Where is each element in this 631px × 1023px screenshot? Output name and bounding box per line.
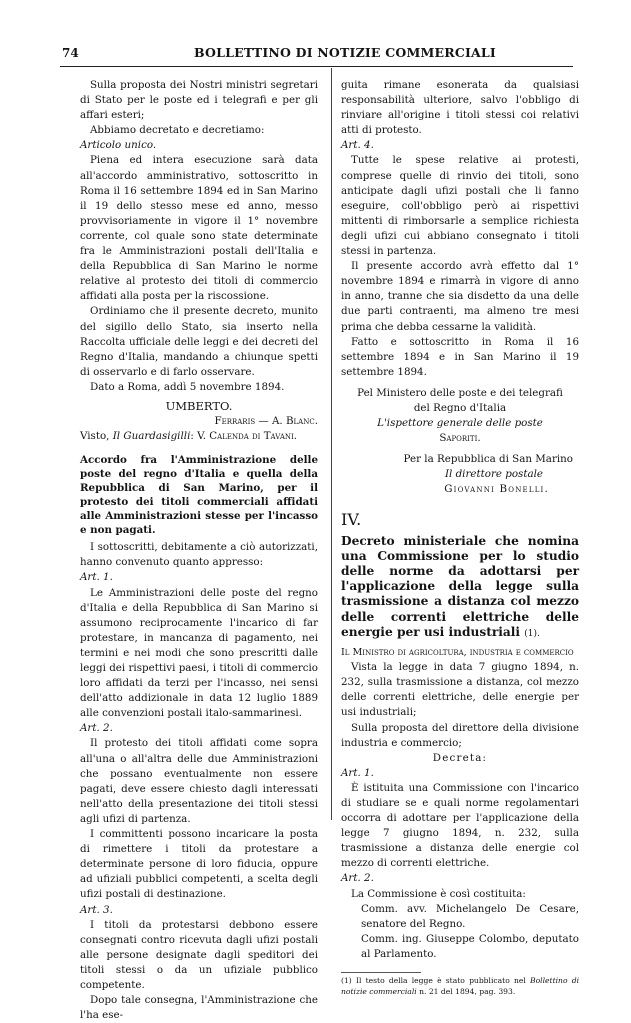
king-signature: UMBERTO. <box>165 398 233 413</box>
paragraph: La Commissione è così costituita: <box>351 887 526 900</box>
footnote: (1) Il testo della legge è stato pubblicato nel Bollettino di notizie commerciali n. 21 del 1894, pag. 393. <box>341 976 579 996</box>
paragraph: Piena ed intera esecuzione sarà data all'accordo amministrativo, sottoscritto in Roma il 16 settembre 1894 ed in San Marino il 19 dello stesso mese ed anno, messo provvisoriamente in vigore il 1° novembre corrente, col quale sono state determinate fra le Amministrazioni postali dell'Italia e della Repubblica di San Marino le norme relative al protesto dei titoli di commercio affidati alla posta per la riscossione. <box>80 154 318 303</box>
signature-sanmarino-title: Il direttore postale <box>444 468 543 481</box>
paragraph: I sottoscritti, debitamente a ciò autorizzati, hanno convenuto quanto appresso: <box>80 541 318 569</box>
left-column <box>80 78 318 1023</box>
decree-heading: Decreto ministeriale che nomina una Commissione per lo studio delle norme da adottarsi per l'applicazione della legge sulla trasmissione a distanza col mezzo delle correnti elettriche delle energie per usi industriali (1). <box>341 533 579 639</box>
paragraph: Abbiamo decretato e decretiamo: <box>90 124 265 137</box>
page-header <box>0 0 631 60</box>
visto-line: Visto, Il Guardasigilli: V. Calenda di Tavani. <box>80 430 298 443</box>
signature-italy-line2: del Regno d'Italia <box>413 401 507 414</box>
column-divider <box>331 68 332 820</box>
signature-sanmarino-name: Giovanni Bonelli. <box>444 483 549 496</box>
paragraph: Dopo tale consegna, l'Amministrazione che l'ha ese- <box>80 994 318 1022</box>
article-heading: Art. 3. <box>80 903 113 916</box>
commission-member: Comm. avv. Michelangelo De Cesare, senatore del Regno. <box>361 902 579 930</box>
footnote-reference: (1). <box>524 628 540 639</box>
article-heading: Articolo unico. <box>80 139 157 152</box>
paragraph: Le Amministrazioni delle poste del regno d'Italia e della Repubblica di San Marino si assumono reciprocamente l'incarico di far protestare, in mancanza di pagamento, nei termini e nei modi che sono prescritti dalle leggi dei rispettivi paesi, i titoli di commercio loro affidati da terzi per l'incasso, nei sensi dell'atto addizionale in data 12 luglio 1889 alle convenzioni postali italo-sammarinesi. <box>80 586 318 720</box>
visto-title: Il Guardasigilli <box>112 430 191 443</box>
commission-member: Comm. ing. Giuseppe Colombo, deputato al Parlamento. <box>361 932 579 960</box>
running-title: BOLLETTINO DI NOTIZIE COMMERCIALI <box>194 45 496 60</box>
footnote-rule <box>341 972 421 973</box>
page-number: 74 <box>62 46 79 60</box>
signature-italy-name: Saporiti. <box>439 432 481 445</box>
article-heading: Art. 4. <box>341 139 374 152</box>
paragraph: Ordiniamo che il presente decreto, munito del sigillo dello Stato, sia inserto nella Raccolta ufficiale delle leggi e dei decreti del Regno d'Italia, mandando a chiunque spetti di osservarlo e di farlo osservare. <box>80 305 318 378</box>
paragraph: Sulla proposta dei Nostri ministri segretari di Stato per le poste ed i telegrafi e per gli affari esteri; <box>80 79 318 122</box>
paragraph: Il protesto dei titoli affidati come sopra all'una o all'altra delle due Amministrazioni che possano eventualmente non essere pagati, deve essere chiesto dagli interessati nell'atto della presentazione dei titoli stessi agli ufizi di partenza. <box>80 737 318 825</box>
minister-signatures: Ferraris — A. Blanc. <box>214 415 318 428</box>
accord-heading: Accordo fra l'Amministrazione delle poste del regno d'Italia e quella della Repubblica di San Marino, per il protesto dei titoli commerciali affidati alle Amministrazioni stesse per l'incasso e non pagati. <box>80 454 318 537</box>
article-heading: Art. 2. <box>80 722 113 735</box>
decreta-heading: Decreta: <box>432 751 488 764</box>
signature-italy-title: L'ispettore generale delle poste <box>377 417 543 430</box>
paragraph: Tutte le spese relative ai protesti, comprese quelle di rinvio dei titoli, sono anticipate dagli ufizi postali che li fanno eseguire, coll'obbligo però ai rispettivi mittenti di rimborsarle a semplice richiesta degli ufizi cui abbiano consegnato i titoli stessi in partenza. <box>341 154 579 258</box>
visto-name: : V. Calenda di Tavani. <box>190 430 298 443</box>
signature-italy-line1: Pel Ministero delle poste e dei telegrafi <box>357 386 563 399</box>
article-heading: Art. 1. <box>80 571 113 584</box>
paragraph: I committenti possono incaricare la posta di rimettere i titoli da protestare a determinate persone di loro fiducia, oppure ad ufiziali pubblici competenti, a scelta degli ufizi postali di destinazione. <box>80 828 318 901</box>
right-column <box>341 78 579 997</box>
paragraph: Vista la legge in data 7 giugno 1894, n. 232, sulla trasmissione a distanza, col mezzo delle correnti elettriche, delle energie per usi industriali; <box>341 661 579 719</box>
article-heading: Art. 2. <box>341 872 374 885</box>
paragraph: Sulla proposta del direttore della divisione industria e commercio; <box>341 721 579 749</box>
paragraph: Fatto e sottoscritto in Roma il 16 settembre 1894 e in San Marino il 19 settembre 1894. <box>341 335 579 378</box>
signature-sanmarino-line1: Per la Repubblica di San Marino <box>403 453 573 466</box>
paragraph: È istituita una Commissione con l'incarico di studiare se e quali norme regolamentari occorra di adottare per l'applicazione della legge 7 giugno 1894, n. 232, sulla trasmissione a distanza delle energie col mezzo di correnti elettriche. <box>341 781 579 870</box>
footnote-publication: Bollettino di notizie commerciali <box>341 976 579 996</box>
paragraph: guita rimane esonerata da qualsiasi responsabilità ulteriore, salvo l'obbligo di rinviare all'origine i titoli stessi coi relativi atti di protesto. <box>341 79 579 137</box>
section-numeral: IV. <box>341 509 362 529</box>
header-rule <box>60 66 573 67</box>
paragraph: I titoli da protestarsi debbono essere consegnati contro ricevuta dagli ufizi postali alle persone designate dagli speditori dei titoli stessi o da un ufiziale pubblico competente. <box>80 918 318 991</box>
date-line: Dato a Roma, addì 5 novembre 1894. <box>90 380 285 393</box>
minister-line: Il Ministro di agricoltura, industria e commercio <box>341 647 574 659</box>
article-heading: Art. 1. <box>341 766 374 779</box>
paragraph: Il presente accordo avrà effetto dal 1° novembre 1894 e rimarrà in vigore di anno in anno, tranne che sia disdetto da una delle due parti contraenti, ma almeno tre mesi prima che debba cessarne la validità. <box>341 260 579 333</box>
